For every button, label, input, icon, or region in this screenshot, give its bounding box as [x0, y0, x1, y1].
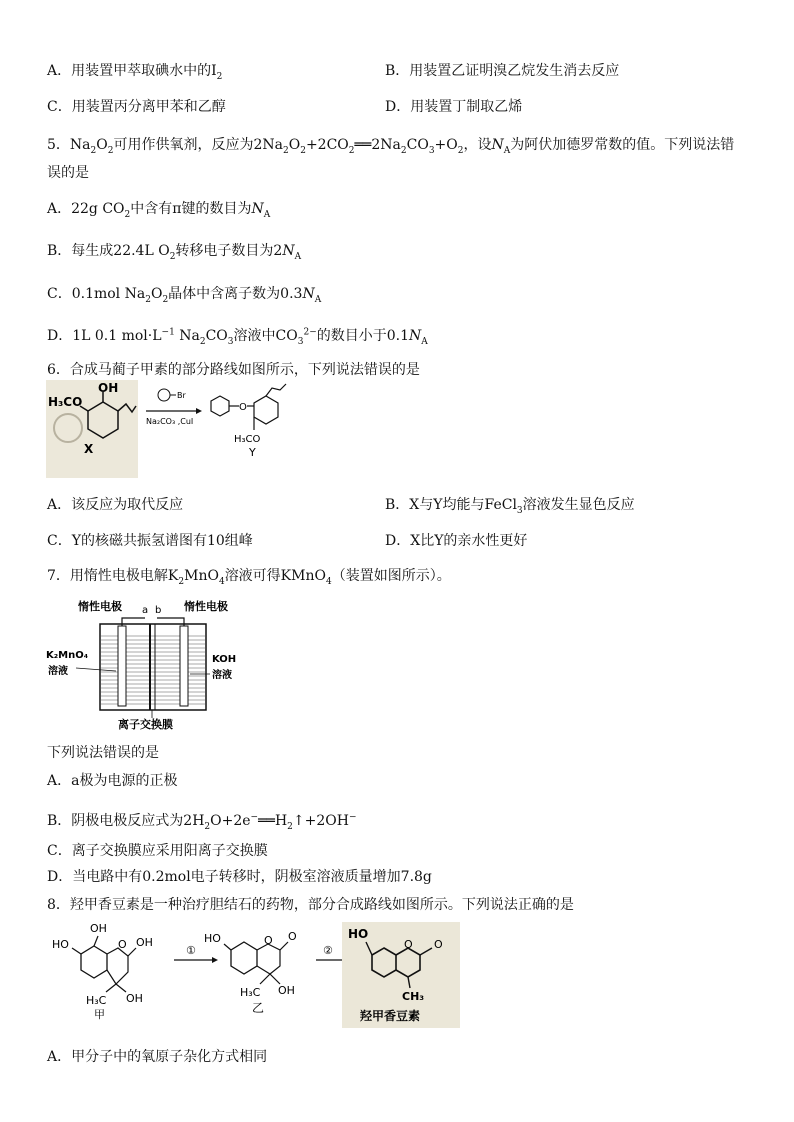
left-electrode-label: 惰性电极: [78, 600, 122, 613]
jia-oh1-label: OH: [90, 922, 107, 935]
y-h3co-label: H₃CO: [234, 434, 261, 445]
q6-reaction-figure: [46, 380, 306, 482]
product-o5-label: O: [434, 938, 443, 951]
q8-option-a: A．甲分子中的氧原子杂化方式相同: [47, 1049, 268, 1065]
yi-ho-label: HO: [204, 932, 221, 945]
q5-option-a: A．22g $CO_2$中含有π键的数目为$N_A$: [47, 201, 271, 220]
left-solution-formula: K₂MnO₄: [46, 650, 89, 661]
reagent-conditions: Na₂CO₃ ,CuI: [146, 417, 194, 426]
q6-option-b: B．X与Y均能与FeCl$_3$溶液发生显色反应: [385, 497, 635, 516]
product-o4-label: O: [404, 938, 413, 951]
q8-synthesis-figure: [44, 918, 484, 1036]
yi-label: 乙: [252, 1001, 265, 1015]
step2-label: ②: [323, 944, 333, 957]
terminal-b: b: [155, 605, 162, 616]
jia-benzene-ring: [81, 946, 107, 978]
membrane-label: 离子交换膜: [118, 718, 173, 731]
jia-h3c-label: H₃C: [86, 994, 107, 1007]
x-oh-label: OH: [98, 381, 119, 395]
y-label: Y: [249, 446, 256, 459]
q4-option-d: D．用装置丁制取乙烯: [385, 99, 523, 115]
jia-oh3-label: OH: [126, 992, 143, 1005]
yi-o3-label: O: [288, 930, 297, 943]
q5-option-d: D．1L 0.1 $mol\cdot L^{-1}$ $Na_2CO_3$溶液中$CO_3^{2-}$的数目小于$0.1N_A$: [47, 327, 428, 347]
q6-option-d: D．X比Y的亲水性更好: [385, 533, 528, 549]
y-allyl-chain: [266, 384, 286, 396]
jia-ho-label: HO: [52, 938, 69, 951]
right-electrode-label: 惰性电极: [184, 600, 228, 613]
q7-intro: 下列说法错误的是: [47, 745, 159, 761]
jia-oh2-label: OH: [136, 936, 153, 949]
q7-option-d: D．当电路中有0.2mol电子转移时，阴极室溶液质量增加7.8g: [47, 869, 432, 885]
yi-benzene-ring: [231, 942, 257, 974]
x-label: X: [84, 442, 94, 456]
terminal-a: a: [142, 605, 149, 616]
q4-option-c: C．用装置丙分离甲苯和乙醇: [47, 99, 226, 115]
left-solution-label: 溶液: [48, 666, 68, 677]
solution-hatching: [101, 636, 205, 704]
step1-label: ①: [186, 944, 196, 957]
reagent-br-label: Br: [177, 391, 186, 400]
q5-option-b: B．每生成22.4L $O_2$转移电子数目为$2N_A$: [47, 243, 302, 262]
product-name-label: 羟甲香豆素: [360, 1009, 421, 1023]
yi-h3c-label: H₃C: [240, 986, 261, 999]
q7-stem: 7．用惰性电极电解$K_2MnO_4$溶液可得KMnO$_4$（装置如图所示）。: [47, 568, 451, 587]
product-ho-label: HO: [348, 927, 369, 941]
q7-option-b: B．阴极电极反应式为$2H_2O+2e^-══H_2↑+2OH^-$: [47, 812, 357, 832]
q4-option-b: B．用装置乙证明溴乙烷发生消去反应: [385, 63, 620, 79]
right-solution-formula: KOH: [212, 654, 237, 665]
yi-lactone-ring: [257, 944, 280, 974]
q5-stem-line1: 5．$Na_2O_2$可用作供氧剂，反应为$2Na_2O_2+2CO_2══2Na_2CO_3+O_2$，设$N_A$为阿伏加德罗常数的值。下列说法错: [47, 137, 735, 156]
y-phenyl-ring: [211, 396, 229, 416]
q8-stem: 8．羟甲香豆素是一种治疗胆结石的药物，部分合成路线如图所示。下列说法正确的是: [47, 897, 574, 913]
q6-option-c: C．Y的核磁共振氢谱图有10组峰: [47, 533, 253, 549]
yi-o2-label: O: [264, 934, 273, 947]
yi-oh4-label: OH: [278, 984, 295, 997]
product-ch3-label: CH₃: [402, 990, 425, 1003]
right-solution-label: 溶液: [212, 670, 232, 681]
x-h3co-label: H₃CO: [48, 395, 83, 409]
q7-option-c: C．离子交换膜应采用阳离子交换膜: [47, 843, 268, 859]
q7-option-a: A．a极为电源的正极: [47, 773, 178, 789]
q7-electrolysis-figure: [44, 596, 254, 734]
q6-option-a: A．该反应为取代反应: [47, 497, 184, 513]
left-electrode: [118, 626, 126, 706]
electrolytic-cell: [100, 624, 206, 710]
q4-option-a: A．用装置甲萃取碘水中的$I_2$: [47, 63, 223, 82]
y-ether-o: O: [239, 402, 247, 413]
q5-stem-line2: 误的是: [47, 165, 89, 181]
reagent-benzene: [158, 389, 170, 401]
q5-option-c: C．0.1mol $Na_2O_2$晶体中含离子数为$0.3N_A$: [47, 286, 322, 305]
right-electrode: [180, 626, 188, 706]
y-benzene-ring: [254, 396, 278, 424]
jia-o1-label: O: [118, 938, 127, 951]
jia-label: 甲: [94, 1008, 105, 1021]
q6-stem: 6．合成马蔺子甲素的部分路线如图所示，下列说法错误的是: [47, 362, 420, 378]
